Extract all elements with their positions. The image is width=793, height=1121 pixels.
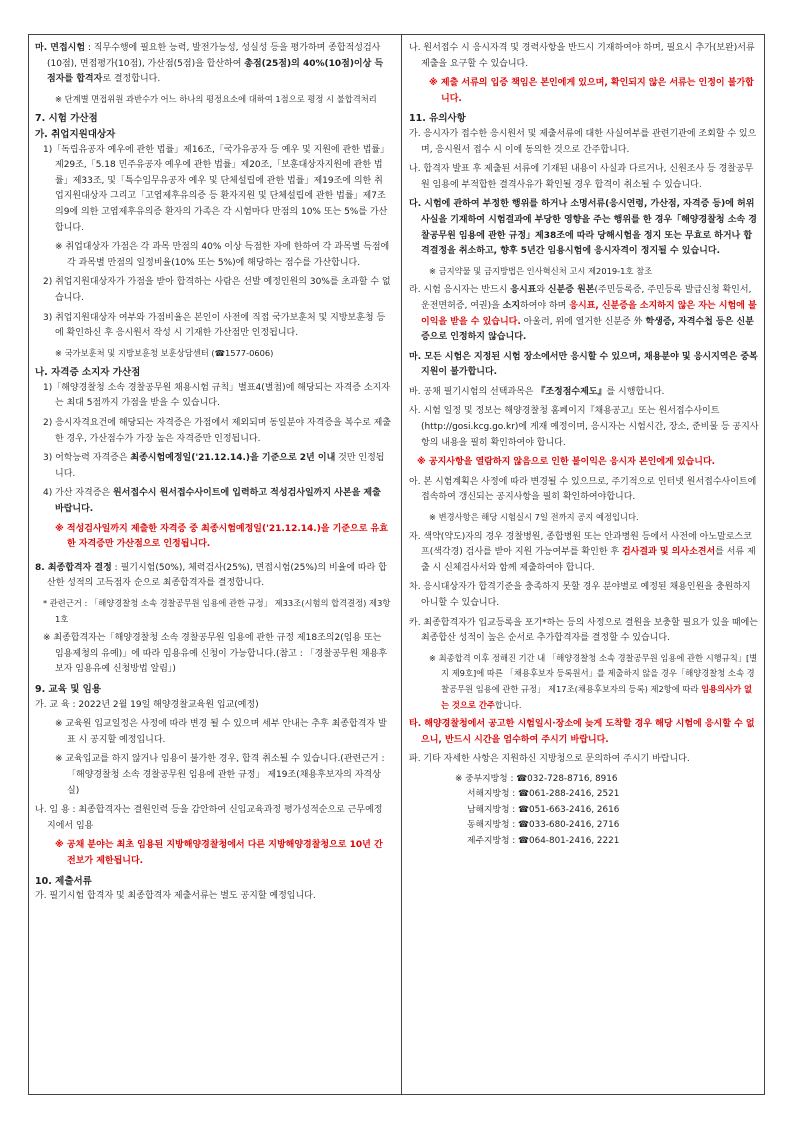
interview-bold: 총점(25점)의 40%(10점)이상 득점자를 합격자 bbox=[47, 58, 384, 85]
contact-jeju: 제주지방청 : ☎064-801-2416, 2221 bbox=[467, 835, 620, 846]
s7b3-post: 것만 인정됩니다. bbox=[55, 453, 385, 479]
section-7b-item-1: 1)「해양경찰청 소속 경찰공무원 채용시험 규칙」별표4(별첨)에 해당되는 자격증 소지자는 최대 5점까지 가점을 받을 수 있습니다. bbox=[43, 382, 390, 409]
section-7a-title: 가. 취업지원대상자 bbox=[35, 128, 116, 140]
notice-ka: 카. 최종합격자가 입교등록을 포기*하는 등의 사정으로 결원을 보충할 필요가 있을 때에는 최종합산 성적이 높은 순서로 추가합격자를 결정할 수 있습니다. bbox=[409, 617, 758, 644]
ra-text-4: 하여야 하며 bbox=[520, 300, 570, 311]
section-7-title: 7. 시험 가산점 bbox=[35, 113, 98, 125]
ra-warning: 응시표, 신분증을 소지하지 않은 자는 시험에 불이익을 받을 수 있습니다. bbox=[421, 300, 757, 327]
notice-sa-warning: ※ 공지사항을 열람하지 않음으로 인한 불이익은 응시자 본인에게 있습니다. bbox=[417, 457, 716, 468]
contact-jungbu: ※ 중부지방청 : ☎032-728-8716, 8916 bbox=[455, 773, 618, 784]
s7b4-bold: 원서접수시 원서접수사이트에 입력하고 적성검사일까지 사본을 제출 바랍니다. bbox=[55, 488, 381, 515]
section-8-paragraph bbox=[35, 561, 391, 592]
s7b4-pre: 4) 가산 자격증은 bbox=[43, 488, 113, 499]
section-7b-item-2: 2) 응시자격요건에 해당되는 자격증은 가점에서 제외되며 동일분야 자격증을 복수로 제출한 경우, 가산점수가 가장 높은 자격증만 인정됩니다. bbox=[43, 418, 391, 444]
ra-bold-2: 신분증 원본 bbox=[547, 285, 595, 296]
contact-namhae: 남해지방청 : ☎051-663-2416, 2616 bbox=[467, 804, 620, 815]
section-7a-item-3: 3) 취업지원대상자 여부와 가점비율은 본인이 사전에 직접 국가보훈처 및 지방보훈청 등에 확인하신 후 응시원서 작성 시 기재한 가산점만 인정됩니다. bbox=[43, 312, 386, 339]
section-7b-item-4-warning: ※ 적성검사일까지 제출한 자격증 중 최종시험예정일('21.12.14.)을 기준으로 유효한 자격증만 가산점으로 인정됩니다. bbox=[55, 523, 388, 550]
ba-pre: 바. 공채 필기시험의 선택과목은 bbox=[409, 386, 537, 397]
ba-post: 를 시행합니다. bbox=[606, 386, 665, 397]
s7b3-pre: 3) 어학능력 자격증은 bbox=[43, 453, 131, 464]
notice-pa: 파. 기타 자세한 사항은 지원하신 지방청으로 문의하여 주시기 바랍니다. bbox=[409, 754, 690, 765]
interview-text: : 직무수행에 필요한 능력, 발전가능성, 성실성 등을 평가하며 종합적성검사(10점), 면접평가(10점), 가산점(5점)을 합산하여 bbox=[47, 43, 381, 69]
right-column bbox=[409, 41, 759, 849]
contact-seohae: 서해지방청 : ☎061-288-2416, 2521 bbox=[467, 789, 620, 800]
section-7a-item-3-note: ※ 국가보훈처 및 지방보훈청 보훈상담센터 (☎1577-0606) bbox=[55, 347, 274, 358]
contact-list bbox=[409, 772, 759, 849]
section-8-note-2: ※ 최종합격자는「해양경찰청 소속 경찰공무원 임용에 관한 규정 제18조의2(임용 또는 임용제청의 유예)」에 따라 임용유예 신청이 가능합니다.(참고 : 「경찰공무원 채용후보자 임용유예 신청방법 알림」) bbox=[43, 633, 388, 675]
notice-ma: 마. 모든 시험은 지정된 시험 장소에서만 응시할 수 있으며, 채용분야 및 응시지역은 중복지원이 불가합니다. bbox=[409, 351, 758, 378]
notice-a-note: ※ 변경사항은 해당 시험실시 7일 전까지 공지 예정입니다. bbox=[429, 512, 639, 523]
notice-ta: 타. 해양경찰청에서 공고한 시험일시·장소에 늦게 도착할 경우 해당 시험에 응시할 수 없으니, 반드시 시간을 엄수하여 주시기 바랍니다. bbox=[409, 719, 755, 745]
ja-warning: 검사결과 및 의사소견서 bbox=[621, 547, 716, 558]
ra-bold-4: 학생증, 자격수첩 등은 신분증으로 인정하지 않습니다. bbox=[421, 316, 754, 343]
section-7b-item-4 bbox=[35, 486, 391, 517]
section-8-text: : 필기시험(50%), 체력검사(25%), 면접시험(25%)의 비율에 따라 합산한 성적의 고득점자 순으로 최종합격자를 결정합니다. bbox=[47, 562, 387, 589]
ra-text-3: (주민등록증, 주민등록 발급신청 확인서, 운전면허증, 여권)을 bbox=[421, 285, 752, 311]
section-7b-item-3 bbox=[35, 451, 391, 482]
section-8-note-1: * 관련근거 : 「해양경찰청 소속 경찰공무원 임용에 관한 규정」 제33조(시험의 합격결정) 제3항1호 bbox=[43, 598, 391, 624]
section-10-ga: 가. 필기시험 합격자 및 최종합격자 제출서류는 별도 공지할 예정입니다. bbox=[35, 891, 316, 902]
section-8-title: 8. 최종합격자 결정 bbox=[35, 562, 112, 573]
section-7a-item-1: 1)「독립유공자 예우에 관한 법률」제16조,「국가유공자 등 예우 및 지원에 관한 법률」제29조,「5.18 민주유공자 예우에 관한 법률」제20조,「보훈대상자지원에 관한 법률」제33조, 및「특수임무유공자 예우 및 단체설립에 관한 법률」제19조에 의한 취업지원대상자 그리고「고엽제후유의증 등 환자지원 및 단체설립에 관한 법률」제7조의9에 의한 고엽제후유의증 환자의 가족은 각 시험마다 만점의 10% 또는 5%를 가산합니다. bbox=[43, 144, 390, 233]
notice-ja bbox=[409, 530, 759, 577]
ra-bold-1: 응시표 bbox=[510, 285, 537, 296]
notice-ra bbox=[409, 283, 759, 345]
ra-bold-3: 소지 bbox=[502, 300, 521, 311]
notice-da: 다. 시험에 관하여 부정한 행위를 하거나 소명서류(응시연령, 가산점, 자격증 등)에 허위사실을 기재하여 시험결과에 부당한 영향을 주는 행위를 한 경우「해양경찰청 소속 경찰공무원 임용에 관한 규정」제38조에 따라 당해시험을 정지 또는 무효로 하거나 합격결정을 취소하고, 향후 5년간 임용시험에 응시자격이 정지될 수 있습니다. bbox=[409, 199, 757, 257]
notice-ga: 가. 응시자가 접수한 응시원서 및 제출서류에 대한 사실여부를 관련기관에 조회할 수 있으며, 응시원서 접수 시 이에 동의한 것으로 간주합니다. bbox=[409, 128, 757, 155]
section-10-na: 나. 원서접수 시 응시자격 및 경력사항을 반드시 기재하여야 하며, 필요시 추가(보완)서류 제출을 요구할 수 있습니다. bbox=[409, 43, 755, 69]
ra-text-2: 와 bbox=[536, 285, 548, 296]
ra-text-5: 아울러, 위에 열거한 신분증 外 bbox=[520, 316, 646, 327]
notice-na: 나. 합격자 발표 후 제출된 서류에 기재된 내용이 사실과 다르거나, 신원조사 등 경찰공무원 임용에 부적합한 결격사유가 확인될 경우 합격이 취소될 수 있습니다. bbox=[409, 164, 754, 190]
section-11-title: 11. 유의사항 bbox=[409, 113, 466, 125]
document-page bbox=[28, 34, 765, 1095]
column-divider bbox=[401, 35, 402, 1094]
interview-text-end: 로 결정합니다. bbox=[102, 74, 161, 85]
notice-ba bbox=[409, 385, 759, 401]
notice-cha: 차. 응시대상자가 합격기준을 충족하지 못할 경우 분야별로 예정된 채용인원을 충원하지 아니할 수 있습니다. bbox=[409, 582, 751, 608]
section-7a-item-1-note: ※ 취업대상자 가점은 각 과목 만점의 40% 이상 득점한 자에 한하여 각 과목별 득점에 각 과목별 만점의 일정비율(10% 또는 5%)에 해당하는 점수를 가산합니다. bbox=[55, 242, 390, 268]
contact-donghae: 동해지방청 : ☎033-680-2416, 2716 bbox=[467, 820, 620, 831]
interview-title: 마. 면접시험 bbox=[35, 43, 86, 53]
notice-ka-note bbox=[409, 651, 759, 713]
interview-note: ※ 단계별 면접위원 과반수가 어느 하나의 평정요소에 대하여 1점으로 평정 시 불합격처리 bbox=[55, 93, 377, 104]
section-9-ga-note-1: ※ 교육원 입교일정은 사정에 따라 변경 될 수 있으며 세부 안내는 추후 최종합격자 발표 시 공지할 예정입니다. bbox=[55, 719, 387, 745]
ja-text-1: 자. 색약(약도)자의 경우 경찰병원, 종합병원 또는 안과병원 등에서 사전에 아노말로스코프(색각경) 검사를 받아 지원 가능여부를 확인한 후 bbox=[409, 531, 752, 558]
ka-note-warning: 임용의사가 없는 것으로 간주 bbox=[441, 683, 753, 710]
ja-text-2: 를 서류 제출 시 신체검사서와 함께 제출하여야 합니다. bbox=[421, 547, 756, 573]
section-9-ga-note-2: ※ 교육입교를 하지 않거나 임용이 불가한 경우, 합격 취소될 수 있습니다.(관련근거 : 「해양경찰청 소속 경찰공무원 임용에 관한 규정」 제19조(채용후보자의 자격상실) bbox=[55, 754, 385, 796]
section-7a-item-2: 2) 취업지원대상자가 가점을 받아 합격하는 사람은 선발 예정인원의 30%를 초과할 수 없습니다. bbox=[43, 277, 391, 303]
notice-a: 아. 본 시험계획은 사정에 따라 변경될 수 있으므로, 주기적으로 인터넷 원서접수사이트에 접속하여 갱신되는 공지사항을 필히 확인하여야합니다. bbox=[409, 476, 757, 503]
ka-note-text-2: 합니다. bbox=[494, 699, 522, 710]
section-7b-title: 나. 자격증 소지자 가산점 bbox=[35, 367, 141, 379]
section-9-na: 나. 임 용 : 최종합격자는 결원인력 등을 감안하여 신임교육과정 평가성적순으로 근무예정지에서 임용 bbox=[35, 805, 383, 831]
notice-da-note: ※ 금지약물 및 금지방법은 인사혁신처 고시 제2019-1호 참조 bbox=[429, 265, 653, 276]
section-9-ga: 가. 교 육 : 2022년 2월 19일 해양경찰교육원 입교(예정) bbox=[35, 699, 259, 710]
ra-text-1: 라. 시험 응시자는 반드시 bbox=[409, 285, 511, 296]
interview-paragraph bbox=[35, 41, 391, 88]
section-10-na-warning: ※ 제출 서류의 입증 책임은 본인에게 있으며, 확인되지 않은 서류는 인정이 불가합니다. bbox=[429, 78, 754, 104]
section-9-na-warning: ※ 공채 분야는 최초 임용된 지방해양경찰청에서 다른 지방해양경찰청으로 10년 간 전보가 제한됩니다. bbox=[55, 840, 383, 866]
ka-note-text-1: ※ 최종합격 이후 정해진 기간 내 「해양경찰청 소속 경찰공무원 임용에 관한 시행규칙」[별지 제9호]에 따른 「채용후보자 등록원서」를 제출하지 않을 경우「해양경찰청 소속 경찰공무원 임용에 관한 규정」 제17조(채용후보자의 등록) 제2항에 따라 bbox=[429, 652, 758, 694]
section-9-title: 9. 교육 및 임용 bbox=[35, 683, 102, 695]
ba-bold: 『조정점수제도』 bbox=[536, 386, 607, 397]
notice-sa: 사. 시험 일정 및 정보는 해양경찰청 홈페이지『채용공고』또는 원서접수사이트(http://gosi.kcg.go.kr)에 게재 예정이며, 응시자는 시험시간, 장소, 준비물 등 공지사항의 내용을 필히 확인하여야 합니다. bbox=[409, 406, 759, 448]
section-10-title: 10. 제출서류 bbox=[35, 875, 92, 887]
s7b3-bold: 최종시험예정일('21.12.14.)을 기준으로 2년 이내 bbox=[130, 453, 336, 464]
left-column bbox=[35, 41, 391, 909]
